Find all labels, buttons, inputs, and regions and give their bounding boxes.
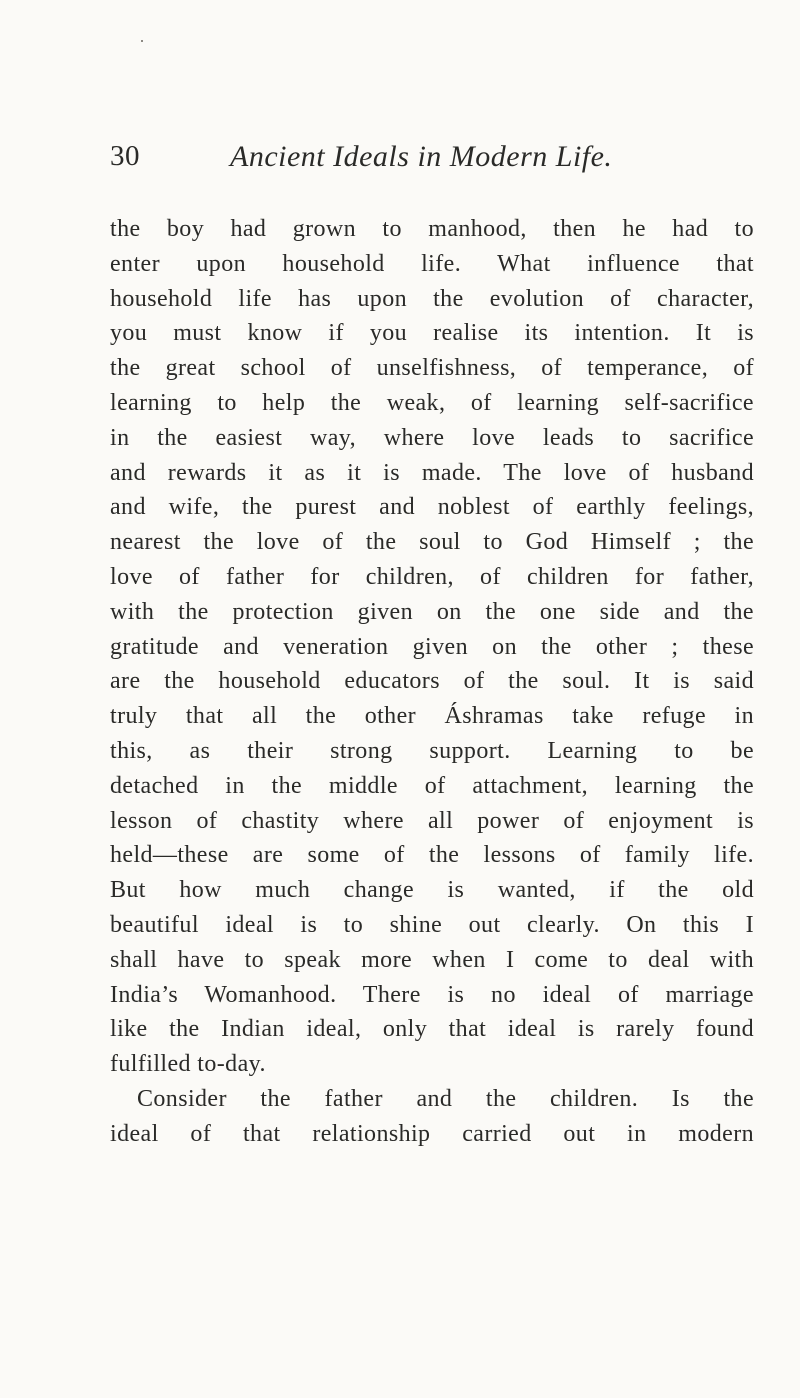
- text-line: household life has upon the evolution of character,: [110, 285, 754, 312]
- text-line: shall have to speak more when I come to deal with: [110, 946, 754, 973]
- text-line: and rewards it as it is made. The love of husband: [110, 459, 754, 486]
- text-line: with the protection given on the one side and the: [110, 598, 754, 625]
- text-line: are the household educators of the soul. It is said: [110, 668, 754, 695]
- text-line: India’s Womanhood. There is no ideal of marriage: [110, 981, 754, 1008]
- text-line: nearest the love of the soul to God Himself ; the: [110, 529, 754, 556]
- page-number: 30: [110, 140, 140, 172]
- body-text: [110, 212, 754, 1152]
- text-line: detached in the middle of attachment, learning the: [110, 772, 754, 799]
- text-line: you must know if you realise its intention. It is: [110, 320, 754, 347]
- text-line: lesson of chastity where all power of enjoyment is: [110, 807, 754, 834]
- text-line: fulfilled to-day.: [110, 1051, 266, 1078]
- text-line: held—these are some of the lessons of family life.: [110, 842, 754, 869]
- text-line: enter upon household life. What influence that: [110, 250, 754, 277]
- text-line: and wife, the purest and noblest of earthly feelings,: [110, 494, 754, 521]
- text-line: learning to help the weak, of learning self-sacrifice: [110, 389, 754, 416]
- text-line: the great school of unselfishness, of temperance, of: [110, 355, 754, 382]
- text-line: beautiful ideal is to shine out clearly. On this I: [110, 911, 754, 938]
- text-line: in the easiest way, where love leads to sacrifice: [110, 424, 754, 451]
- text-line: truly that all the other Áshramas take refuge in: [110, 703, 754, 730]
- page-header: [110, 140, 700, 184]
- text-line: like the Indian ideal, only that ideal is rarely found: [110, 1016, 754, 1043]
- text-line: the boy had grown to manhood, then he had to: [110, 216, 754, 242]
- text-line: love of father for children, of children for father,: [110, 563, 754, 590]
- text-line: Consider the father and the children. Is the: [137, 1085, 754, 1112]
- text-line: But how much change is wanted, if the old: [110, 877, 754, 904]
- text-line: gratitude and veneration given on the other ; these: [110, 633, 754, 660]
- paper-speck: [141, 40, 143, 42]
- text-line: ideal of that relationship carried out in modern: [110, 1120, 754, 1147]
- text-line: this, as their strong support. Learning to be: [110, 737, 754, 764]
- running-title: Ancient Ideals in Modern Life.: [230, 140, 613, 173]
